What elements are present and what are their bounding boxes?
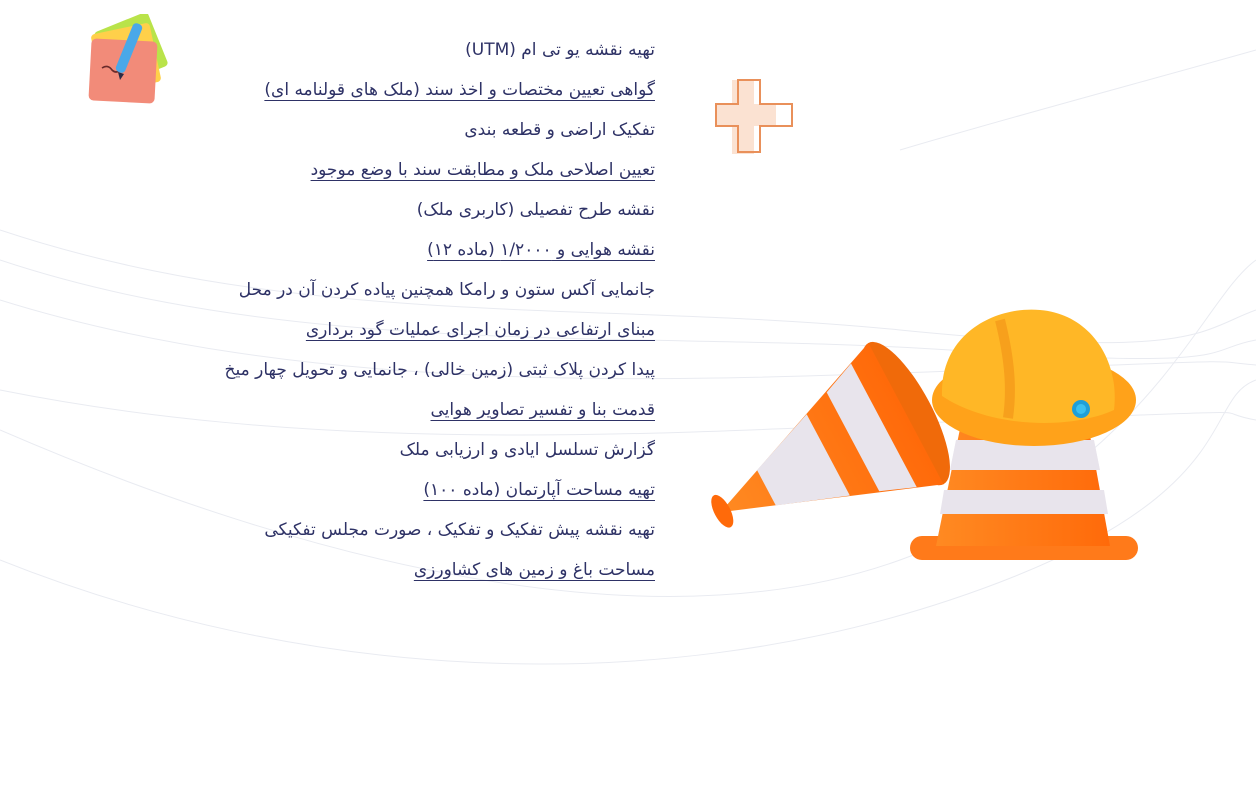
service-text: جانمایی آکس ستون و رامکا همچنین پیاده کردن آن در محل <box>238 280 655 300</box>
service-link[interactable]: نقشه هوایی و ۱/۲۰۰۰ (ماده ۱۲) <box>427 240 655 260</box>
service-item[interactable] <box>180 70 655 110</box>
service-item <box>180 270 655 310</box>
service-item[interactable] <box>180 470 655 510</box>
service-link[interactable]: تعیین اصلاحی ملک و مطابقت سند با وضع موجود <box>310 160 655 180</box>
sticky-notes-pen-icon <box>82 14 177 109</box>
service-item <box>180 110 655 150</box>
service-item <box>180 190 655 230</box>
service-text: گزارش تسلسل ایادی و ارزیابی ملک <box>399 440 655 460</box>
plus-icon <box>712 76 800 162</box>
service-item <box>180 30 655 70</box>
service-link[interactable]: قدمت بنا و تفسیر تصاویر هوایی <box>430 400 655 420</box>
service-text: تهیه نقشه یو تی ام (UTM) <box>465 40 655 60</box>
service-item <box>180 350 655 390</box>
service-text: پیدا کردن پلاک ثبتی (زمین خالی) ، جانمایی و تحویل چهار میخ <box>224 360 655 380</box>
service-link[interactable]: تهیه مساحت آپارتمان (ماده ۱۰۰) <box>423 480 655 500</box>
service-item[interactable] <box>180 230 655 270</box>
services-list <box>180 30 655 590</box>
service-item <box>180 510 655 550</box>
service-item[interactable] <box>180 310 655 350</box>
service-item[interactable] <box>180 390 655 430</box>
service-link[interactable]: گواهی تعیین مختصات و اخذ سند (ملک های قولنامه ای) <box>264 80 655 100</box>
service-item[interactable] <box>180 550 655 590</box>
service-link[interactable]: مساحت باغ و زمین های کشاورزی <box>413 560 655 580</box>
traffic-cone-hard-hat-illustration <box>690 300 1150 570</box>
service-text: تهیه نقشه پیش تفکیک و تفکیک ، صورت مجلس تفکیکی <box>264 520 655 540</box>
service-item <box>180 430 655 470</box>
service-item[interactable] <box>180 150 655 190</box>
service-text: تفکیک اراضی و قطعه بندی <box>464 120 655 140</box>
service-link[interactable]: مبنای ارتفاعی در زمان اجرای عملیات گود برداری <box>305 320 655 340</box>
service-text: نقشه طرح تفصیلی (کاربری ملک) <box>416 200 655 220</box>
